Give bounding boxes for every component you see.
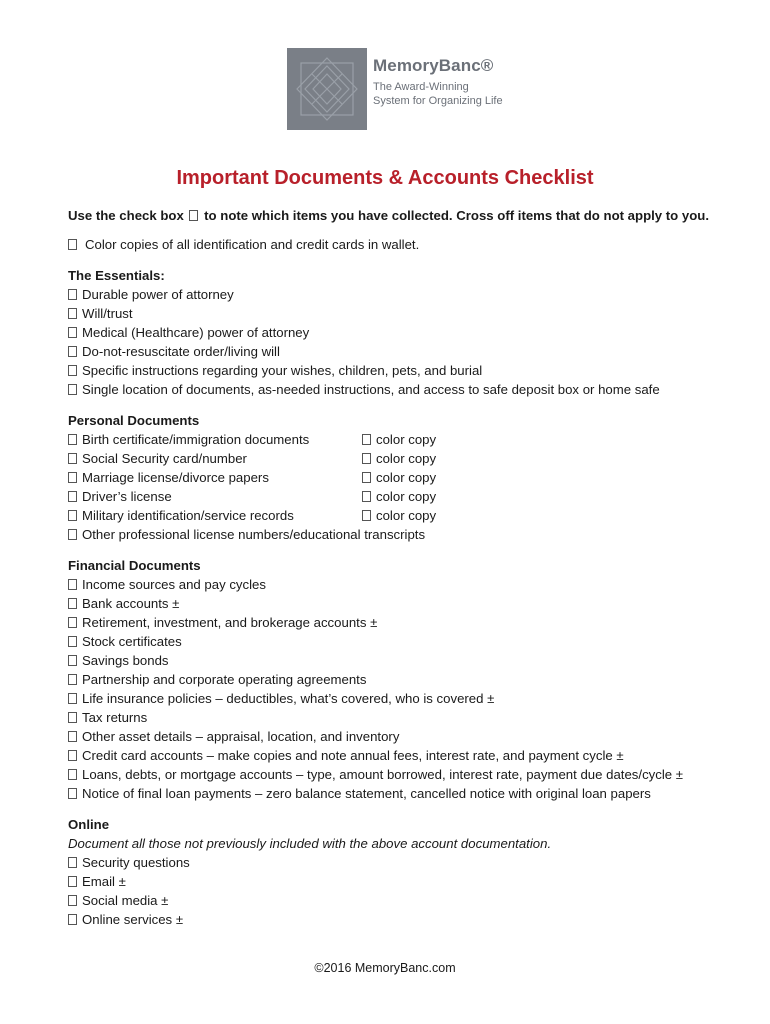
financial-documents-section [68, 556, 758, 803]
list-item [68, 613, 758, 632]
list-item-label: Online services ± [82, 912, 184, 927]
list-item [68, 506, 758, 525]
color-copy-label: color copy [376, 489, 437, 504]
list-item-label: Stock certificates [82, 634, 182, 649]
checkbox-icon[interactable] [68, 895, 77, 906]
checkbox-icon[interactable] [68, 239, 77, 250]
checkbox-icon[interactable] [68, 769, 77, 780]
list-item [68, 380, 758, 399]
list-item-label: Retirement, investment, and brokerage accounts ± [82, 615, 378, 630]
color-copy-label: color copy [376, 451, 437, 466]
checkbox-icon[interactable] [68, 289, 77, 300]
list-item [68, 670, 758, 689]
checkbox-icon[interactable] [68, 365, 77, 376]
color-copies-item [68, 235, 419, 254]
list-item [68, 708, 758, 727]
tagline-line-2: System for Organizing Life [373, 95, 503, 107]
list-item-label: Tax returns [82, 710, 148, 725]
checkbox-icon[interactable] [68, 384, 77, 395]
checkbox-icon[interactable] [68, 674, 77, 685]
list-item [68, 632, 758, 651]
list-item-label: Driver’s license [82, 489, 172, 504]
brand-name: MemoryBanc® [373, 56, 494, 75]
checkbox-icon[interactable] [68, 914, 77, 925]
list-item [68, 910, 758, 929]
list-item-label: Bank accounts ± [82, 596, 180, 611]
list-item [68, 285, 758, 304]
list-item-label: Durable power of attorney [82, 287, 234, 302]
checkbox-icon[interactable] [68, 876, 77, 887]
checkbox-icon[interactable] [362, 434, 371, 445]
list-item [68, 575, 758, 594]
list-item [68, 594, 758, 613]
checkbox-icon[interactable] [68, 731, 77, 742]
online-note: Document all those not previously included with the above account documentation. [68, 836, 552, 851]
list-item-label: Loans, debts, or mortgage accounts – type, amount borrowed, interest rate, payment due dates/cycle ± [82, 767, 684, 782]
footer-copyright: ©2016 MemoryBanc.com [314, 961, 456, 975]
online-heading: Online [68, 817, 110, 832]
list-item-label: Email ± [82, 874, 126, 889]
checkbox-icon[interactable] [68, 346, 77, 357]
list-item [68, 525, 758, 544]
list-item [68, 342, 758, 361]
checkbox-icon[interactable] [68, 636, 77, 647]
checkbox-icon[interactable] [68, 750, 77, 761]
checkbox-icon[interactable] [68, 617, 77, 628]
list-item-label: Birth certificate/immigration documents [82, 432, 310, 447]
list-item-label: Medical (Healthcare) power of attorney [82, 325, 310, 340]
list-item-label: Credit card accounts – make copies and note annual fees, interest rate, and payment cycle ± [82, 748, 624, 763]
list-item-label: Notice of final loan payments – zero balance statement, cancelled notice with original loan papers [82, 786, 651, 801]
checkbox-icon[interactable] [68, 579, 77, 590]
color-copy-option [362, 468, 436, 487]
instructions-after: to note which items you have collected. Cross off items that do not apply to you. [204, 208, 710, 223]
list-item-label: Security questions [82, 855, 190, 870]
logo-mark-icon [287, 48, 367, 130]
checkbox-icon[interactable] [362, 510, 371, 521]
list-item [68, 689, 758, 708]
list-item [68, 487, 758, 506]
list-item [68, 304, 758, 323]
list-item-label: Specific instructions regarding your wishes, children, pets, and burial [82, 363, 483, 378]
color-copy-label: color copy [376, 432, 437, 447]
list-item-label: Do-not-resuscitate order/living will [82, 344, 280, 359]
color-copy-option [362, 430, 436, 449]
list-item [68, 853, 758, 872]
list-item [68, 891, 758, 910]
list-item [68, 361, 758, 380]
list-item [68, 468, 758, 487]
checkbox-icon[interactable] [68, 529, 77, 540]
checkbox-icon[interactable] [68, 491, 77, 502]
list-item [68, 784, 758, 803]
personal-documents-section [68, 411, 758, 544]
list-item-label: Military identification/service records [82, 508, 294, 523]
checkbox-icon [189, 210, 198, 221]
color-copies-label: Color copies of all identification and credit cards in wallet. [85, 237, 420, 252]
color-copy-option [362, 506, 436, 525]
checkbox-icon[interactable] [362, 491, 371, 502]
color-copy-option [362, 449, 436, 468]
online-section [68, 815, 758, 929]
checkbox-icon[interactable] [68, 510, 77, 521]
color-copy-label: color copy [376, 508, 437, 523]
checkbox-icon[interactable] [68, 453, 77, 464]
list-item [68, 323, 758, 342]
list-item [68, 430, 758, 449]
checkbox-icon[interactable] [68, 472, 77, 483]
list-item-label: Other asset details – appraisal, location, and inventory [82, 729, 400, 744]
checkbox-icon[interactable] [362, 453, 371, 464]
list-item-label: Life insurance policies – deductibles, what’s covered, who is covered ± [82, 691, 495, 706]
checkbox-icon[interactable] [68, 712, 77, 723]
list-item-label: Income sources and pay cycles [82, 577, 266, 592]
list-item-label: Partnership and corporate operating agreements [82, 672, 367, 687]
checkbox-icon[interactable] [68, 857, 77, 868]
personal-heading: Personal Documents [68, 413, 200, 428]
list-item [68, 746, 758, 765]
checkbox-icon[interactable] [68, 327, 77, 338]
tagline-line-1: The Award-Winning [373, 81, 469, 93]
checkbox-icon[interactable] [68, 434, 77, 445]
color-copy-option [362, 487, 436, 506]
essentials-section [68, 266, 758, 399]
checkbox-icon[interactable] [68, 308, 77, 319]
list-item-label: Other professional license numbers/educational transcripts [82, 527, 426, 542]
list-item-label: Savings bonds [82, 653, 169, 668]
checkbox-icon[interactable] [68, 693, 77, 704]
checkbox-icon[interactable] [68, 598, 77, 609]
list-item-label: Social media ± [82, 893, 169, 908]
list-item [68, 651, 758, 670]
checkbox-icon[interactable] [362, 472, 371, 483]
list-item [68, 449, 758, 468]
list-item-label: Social Security card/number [82, 451, 247, 466]
list-item [68, 727, 758, 746]
list-item [68, 872, 758, 891]
memorybanc-logo [287, 48, 527, 130]
list-item-label: Marriage license/divorce papers [82, 470, 269, 485]
list-item [68, 765, 758, 784]
list-item-label: Single location of documents, as-needed instructions, and access to safe deposit box or home safe [82, 382, 660, 397]
essentials-heading: The Essentials: [68, 268, 165, 283]
instructions [68, 208, 758, 223]
checkbox-icon[interactable] [68, 655, 77, 666]
list-item-label: Will/trust [82, 306, 133, 321]
instructions-before: Use the check box [68, 208, 184, 223]
page-title: Important Documents & Accounts Checklist [176, 167, 594, 189]
checkbox-icon[interactable] [68, 788, 77, 799]
financial-heading: Financial Documents [68, 558, 201, 573]
color-copy-label: color copy [376, 470, 437, 485]
